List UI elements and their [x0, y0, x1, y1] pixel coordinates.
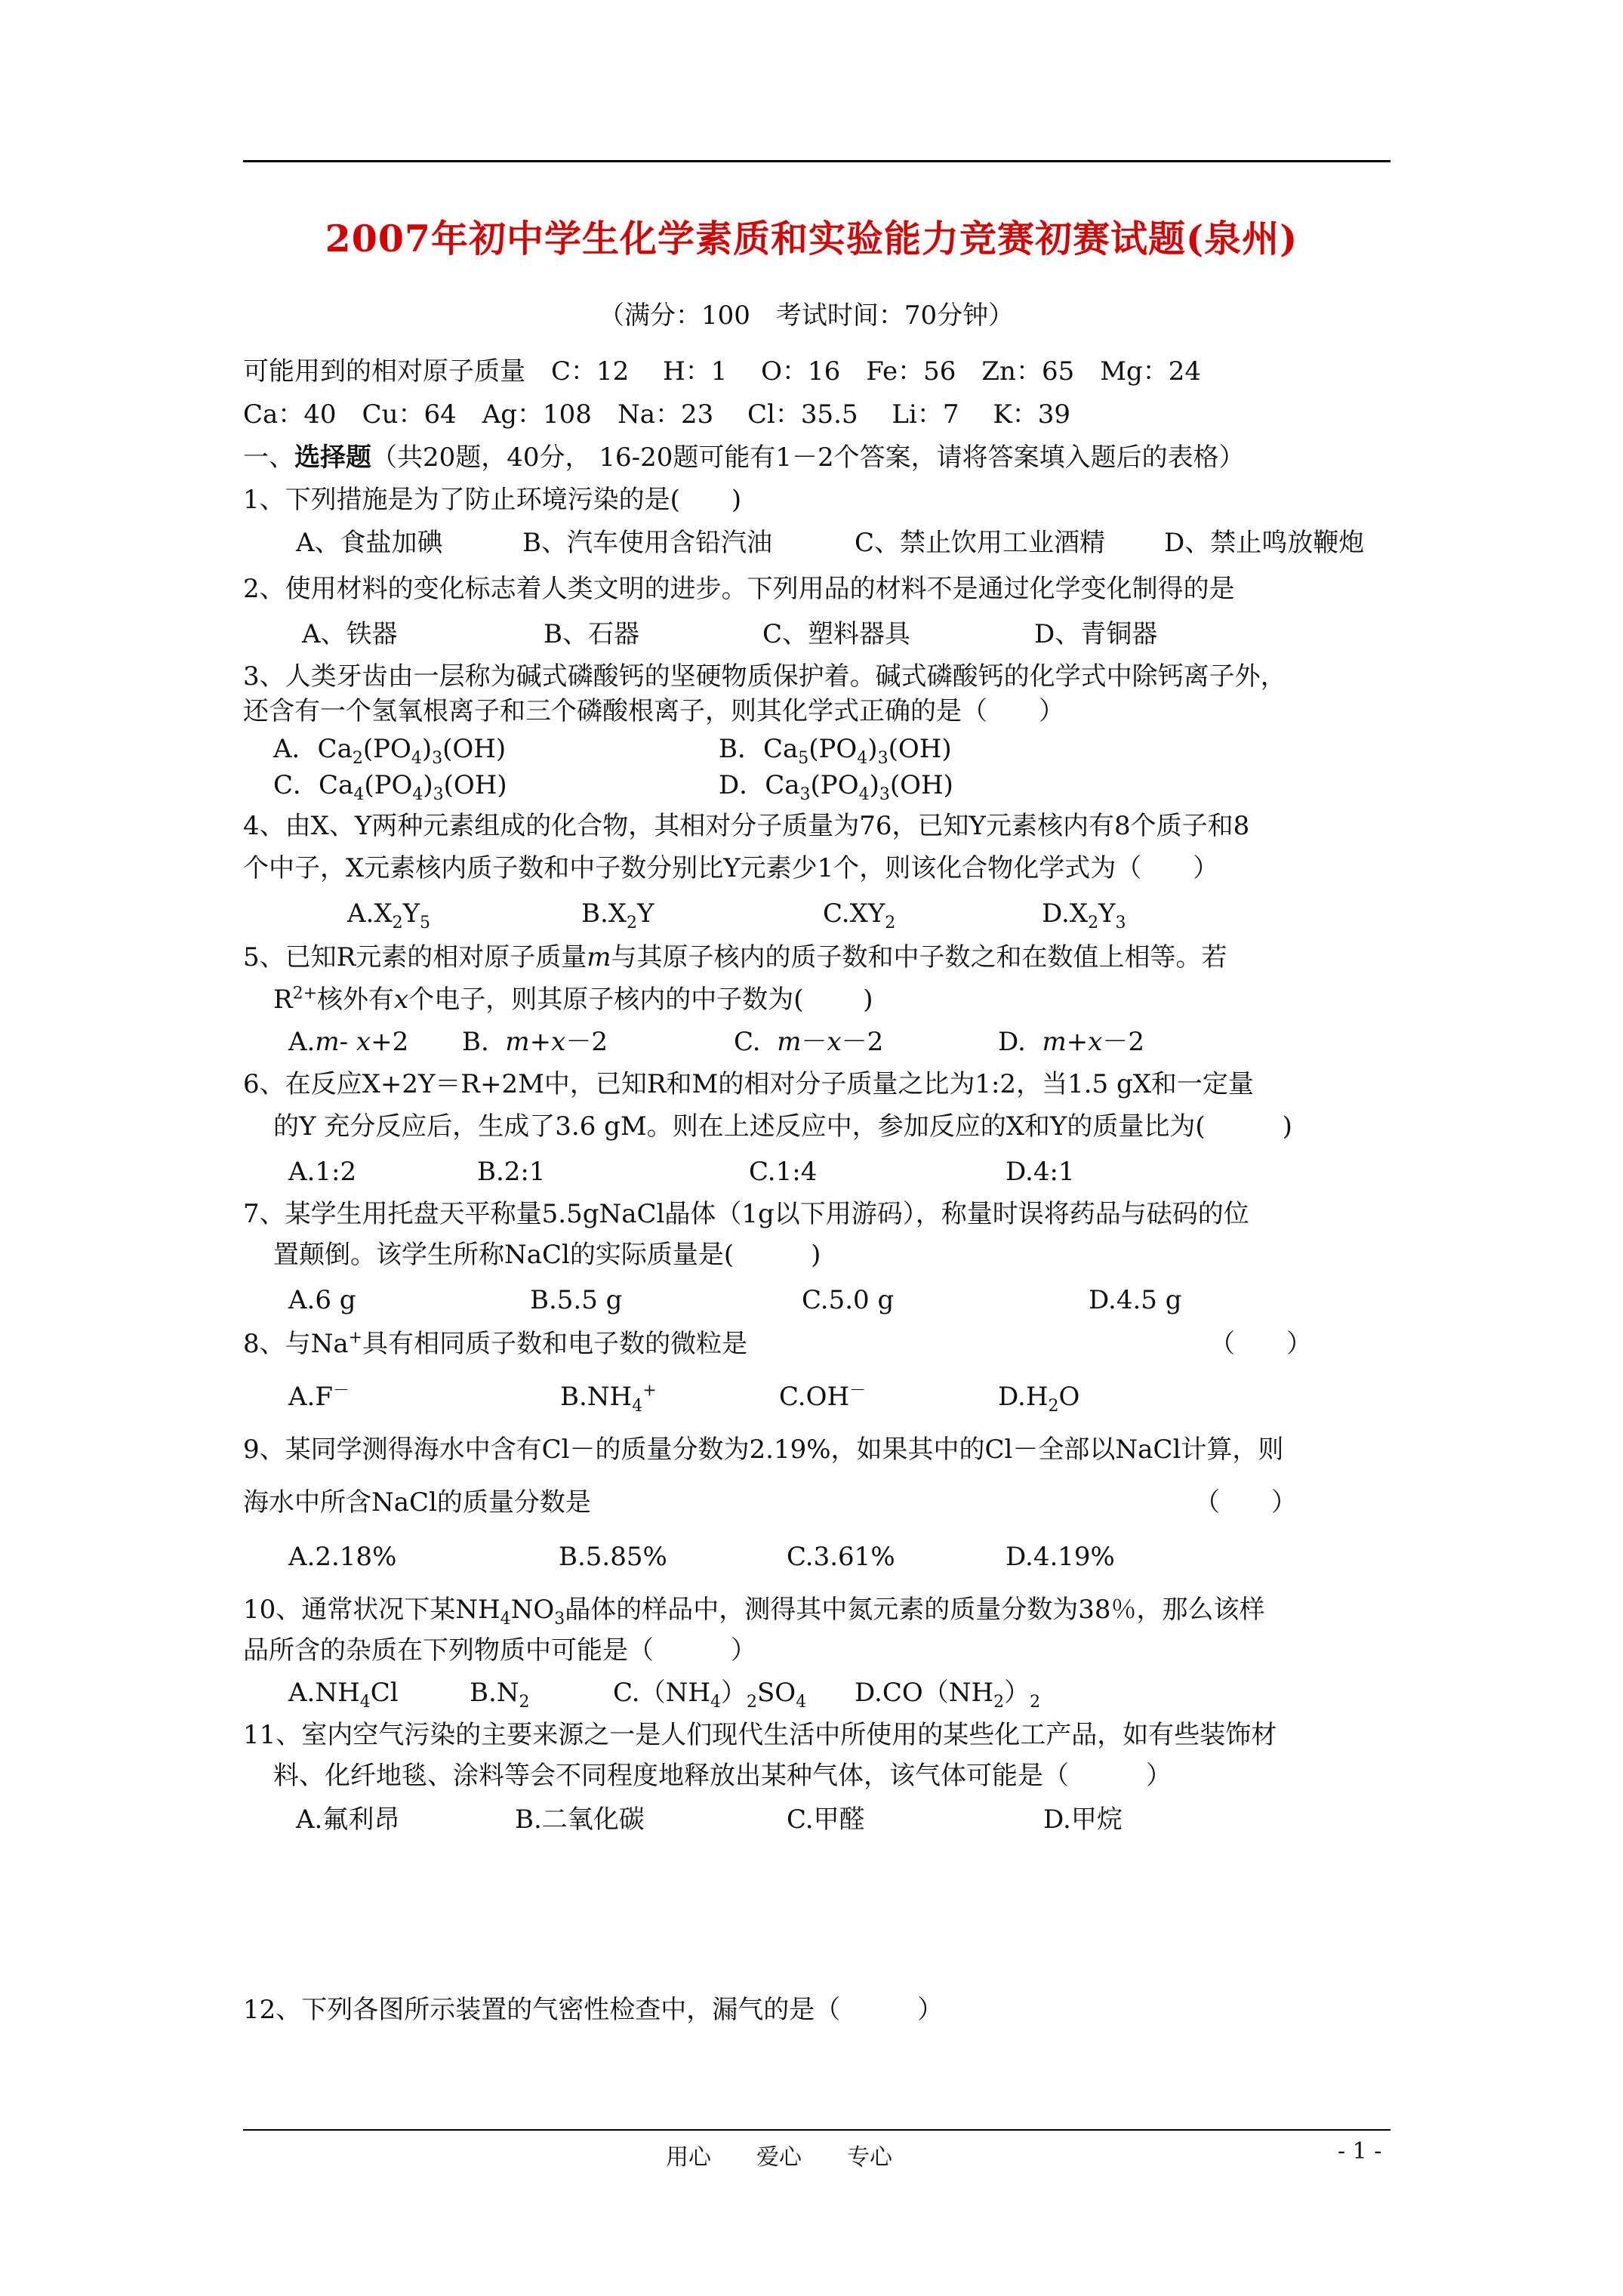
question-3-stem-line-1: 3、人类牙齿由一层称为碱式磷酸钙的坚硬物质保护着。碱式磷酸钙的化学式中除钙离子外， [243, 661, 1286, 692]
q10-option-b: $B.N_2$ [470, 1678, 530, 1712]
q7-option-a: A.6 g [288, 1285, 356, 1315]
question-4-stem-line-2: 个中子，X元素核内质子数和中子数分别比Y元素少1个，则该化合物化学式为（ ） [243, 853, 1219, 883]
question-2-stem: 2、使用材料的变化标志着人类文明的进步。下列用品的材料不是通过化学变化制得的是 [243, 574, 1235, 604]
question-8-stem: 8、与Na+具有相同质子数和电子数的微粒是 [243, 1328, 748, 1359]
question-9-stem-line-2: 海水中所含NaCl的质量分数是 [243, 1487, 591, 1518]
q8-answer-blank: （ ） [1209, 1329, 1312, 1359]
question-5-stem-line-1: 5、已知R元素的相对原子质量m与其原子核内的质子数和中子数之和在数值上相等。若 [243, 942, 1227, 972]
question-12-stem: 12、下列各图所示装置的气密性检查中，漏气的是（ ） [243, 1995, 944, 2025]
section-title: 选择题 [294, 442, 371, 473]
q8-option-d: $D.H_2O$ [998, 1382, 1080, 1416]
q6-option-d: D.4:1 [1006, 1157, 1075, 1187]
q5-option-a: A.m- x+2 [288, 1027, 409, 1057]
question-5-stem-line-2: $R^{2+}$核外有x个电子，则其原子核内的中子数为( ) [273, 984, 873, 1015]
page-title: 2007年初中学生化学素质和实验能力竞赛初赛试题(泉州) [325, 217, 1298, 260]
question-10-stem-line-2: 品所含的杂质在下列物质中可能是（ ） [243, 1635, 756, 1666]
q7-option-d: D.4.5 g [1089, 1285, 1182, 1315]
q9-answer-blank: （ ） [1194, 1487, 1297, 1518]
q8-option-a: A.F－ [288, 1381, 350, 1412]
q2-option-a: A、铁器 [302, 619, 398, 649]
atomic-masses-line-2: Ca：40 Cu：64 Ag：108 Na：23 Cl：35.5 Li：7 K：39 [243, 399, 1070, 430]
footer-rule [243, 2129, 1390, 2131]
question-3-stem-line-2: 还含有一个氢氧根离子和三个磷酸根离子，则其化学式正确的是（ ） [243, 696, 1064, 726]
atomic-masses-line-1: 可能用到的相对原子质量 C：12 H：1 O：16 Fe：56 Zn：65 Mg：24 [243, 356, 1202, 387]
q2-option-b: B、石器 [544, 619, 639, 649]
section-heading [243, 441, 1245, 474]
page-number: - 1 - [1338, 2138, 1382, 2165]
q5-option-d: D. m+x－2 [998, 1027, 1145, 1057]
q5-option-b: B. m+x－2 [462, 1027, 608, 1057]
footer-motto: 用心 爱心 专心 [666, 2144, 892, 2171]
q4-option-b: $B.X_2Y$ [581, 898, 654, 932]
q3-option-d: D．$Ca_3(PO_4)_3(OH)$ [719, 770, 953, 804]
q11-option-b: B.二氧化碳 [515, 1804, 645, 1835]
question-1-stem: 1、下列措施是为了防止环境污染的是( ) [243, 485, 742, 515]
q9-option-d: D.4.19% [1006, 1542, 1115, 1572]
q2-option-d: D、青铜器 [1034, 619, 1158, 649]
q11-option-c: C.甲醛 [787, 1804, 865, 1835]
q11-option-d: D.甲烷 [1043, 1804, 1123, 1835]
question-11-stem-line-1: 11、室内空气污染的主要来源之一是人们现代生活中所使用的某些化工产品，如有些装饰材 [243, 1720, 1277, 1750]
question-7-stem-line-2: 置颠倒。该学生所称NaCl的实际质量是( ) [273, 1240, 821, 1270]
q1-option-a: A、食盐加碘 [296, 528, 443, 558]
section-instructions: （共20题，40分， 16-20题可能有1－2个答案，请将答案填入题后的表格） [371, 442, 1245, 473]
q6-option-a: A.1:2 [288, 1157, 357, 1187]
q9-option-a: A.2.18% [288, 1542, 397, 1572]
q8-option-b: $B.NH_4^+$ [560, 1381, 657, 1416]
q5-option-c: C. m－x－2 [734, 1027, 884, 1057]
question-4-stem-line-1: 4、由X、Y两种元素组成的化合物，其相对分子质量为76，已知Y元素核内有8个质子和8 [243, 811, 1250, 841]
question-9-stem-line-1: 9、某同学测得海水中含有Cl－的质量分数为2.19%，如果其中的Cl－全部以NaCl计算，则 [243, 1435, 1284, 1465]
q10-option-a: $A.NH_4Cl$ [288, 1678, 399, 1712]
q7-option-c: C.5.0 g [802, 1285, 895, 1315]
header-rule [243, 160, 1390, 162]
q6-option-b: B.2:1 [477, 1157, 546, 1187]
section-number: 一、 [243, 442, 294, 473]
q3-option-b: B．$Ca_5(PO_4)_3(OH)$ [719, 734, 952, 768]
q9-option-c: C.3.61% [787, 1542, 895, 1572]
q4-option-a: $A.X_2Y_5$ [347, 898, 431, 932]
q3-option-a: A．$Ca_2(PO_4)_3(OH)$ [273, 734, 507, 768]
q10-option-c: $C.(NH_4)_2SO_4$ [613, 1678, 807, 1712]
q1-option-d: D、禁止鸣放鞭炮 [1164, 528, 1365, 558]
question-6-stem-line-1: 6、在反应X+2Y＝R+2M中，已知R和M的相对分子质量之比为1:2，当1.5 gX和一定量 [243, 1069, 1254, 1099]
q9-option-b: B.5.85% [559, 1542, 667, 1572]
exam-info: （满分：100 考试时间：70分钟） [599, 300, 1015, 331]
q4-option-c: $C.XY_2$ [823, 898, 896, 932]
question-7-stem-line-1: 7、某学生用托盘天平称量5.5gNaCl晶体（1g以下用游码），称量时误将药品与砝码的位 [243, 1199, 1249, 1229]
question-11-stem-line-2: 料、化纤地毯、涂料等会不同程度地释放出某种气体，该气体可能是（ ） [273, 1761, 1172, 1791]
q8-option-c: C.OH－ [779, 1381, 867, 1412]
q10-option-d: $D.CO(NH_2)_2$ [855, 1678, 1041, 1712]
q1-option-c: C、禁止饮用工业酒精 [855, 528, 1106, 558]
q6-option-c: C.1:4 [749, 1157, 818, 1187]
q1-option-b: B、汽车使用含铅汽油 [522, 528, 772, 558]
q7-option-b: B.5.5 g [530, 1285, 623, 1315]
q3-option-c: C．$Ca_4(PO_4)_3(OH)$ [273, 770, 507, 804]
q4-option-d: $D.X_2Y_3$ [1042, 898, 1126, 932]
question-10-stem-line-1: 10、通常状况下某$NH_4NO_3$晶体的样品中，测得其中氮元素的质量分数为38％，那么该样 [243, 1595, 1265, 1629]
q11-option-a: A.氟利昂 [296, 1804, 400, 1835]
q2-option-c: C、塑料器具 [762, 619, 911, 649]
question-6-stem-line-2: 的Y 充分反应后，生成了3.6 gM。则在上述反应中，参加反应的X和Y的质量比为( ) [273, 1111, 1292, 1142]
